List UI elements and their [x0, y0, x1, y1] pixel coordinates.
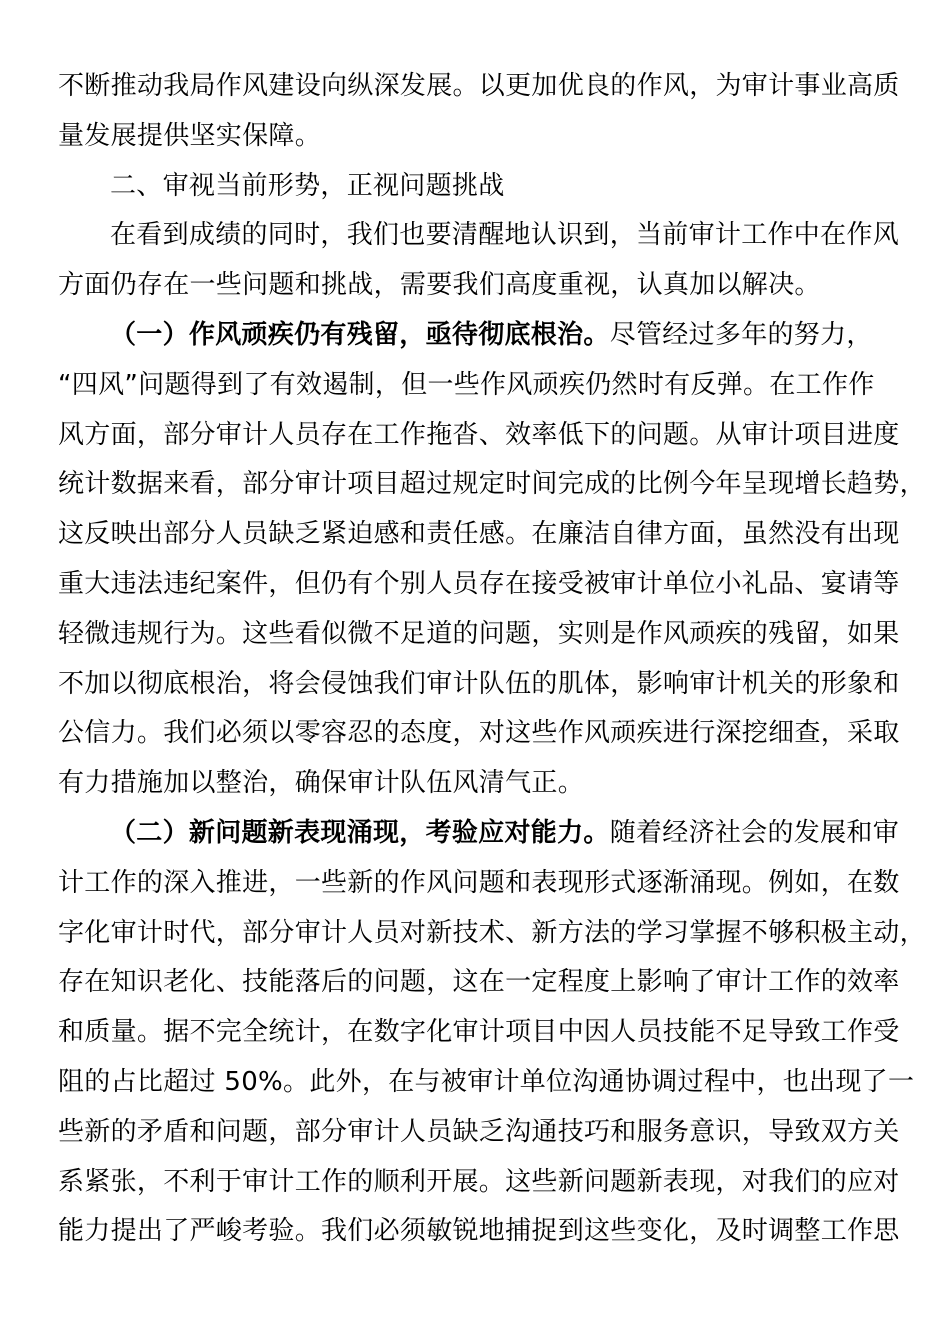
paragraph-line: 不断推动我局作风建设向纵深发展。以更加优良的作风，为审计事业高质: [58, 71, 900, 101]
item-2-first-line-text: 随着经济社会的发展和审: [609, 817, 900, 848]
paragraph-line: 重大违法违纪案件，但仍有个别人员存在接受被审计单位小礼品、宴请等: [58, 568, 900, 599]
paragraph-line: 些新的矛盾和问题，部分审计人员缺乏沟通技巧和服务意识，导致双方关: [58, 1116, 900, 1147]
paragraph-line: 计工作的深入推进，一些新的作风问题和表现形式逐渐涌现。例如，在数: [58, 867, 900, 898]
item-1-first-line: [58, 311, 892, 361]
paragraph-line: 不加以彻底根治，将会侵蚀我们审计队伍的肌体，影响审计机关的形象和: [58, 668, 900, 699]
item-2-heading: （二）新问题新表现涌现，考验应对能力。: [110, 817, 610, 848]
paragraph-line: 方面仍存在一些问题和挑战，需要我们高度重视，认真加以解决。: [58, 270, 821, 301]
paragraph-line: 阻的占比超过 50%。此外，在与被审计单位沟通协调过程中，也出现了一: [58, 1066, 915, 1097]
paragraph-line: 存在知识老化、技能落后的问题，这在一定程度上影响了审计工作的效率: [58, 967, 900, 998]
document-body: [58, 62, 926, 1257]
paragraph-line: 在看到成绩的同时，我们也要清醒地认识到，当前审计工作中在作风: [110, 220, 900, 251]
paragraph-line: 风方面，部分审计人员存在工作拖沓、效率低下的问题。从审计项目进度: [58, 419, 900, 450]
paragraph-line: 系紧张，不利于审计工作的顺利开展。这些新问题新表现，对我们的应对: [58, 1166, 900, 1197]
paragraph-line: 字化审计时代，部分审计人员对新技术、新方法的学习掌握不够积极主动，: [58, 917, 926, 948]
paragraph-line: 和质量。据不完全统计，在数字化审计项目中因人员技能不足导致工作受: [58, 1017, 900, 1048]
item-2-first-line: [58, 809, 900, 859]
section-heading: 二、审视当前形势，正视问题挑战: [110, 170, 505, 201]
item-1-first-line-text: 尽管经过多年的努力，: [609, 319, 873, 350]
paragraph-line: “四风”问题得到了有效遏制，但一些作风顽疾仍然时有反弹。在工作作: [58, 369, 875, 400]
paragraph-line: 统计数据来看，部分审计项目超过规定时间完成的比例今年呈现增长趋势，: [58, 469, 926, 500]
paragraph-line: 量发展提供坚实保障。: [58, 120, 322, 151]
paragraph-line: 轻微违规行为。这些看似微不足道的问题，实则是作风顽疾的残留，如果: [58, 618, 900, 649]
paragraph-line: 这反映出部分人员缺乏紧迫感和责任感。在廉洁自律方面，虽然没有出现: [58, 519, 900, 550]
paragraph-line: 能力提出了严峻考验。我们必须敏锐地捕捉到这些变化，及时调整工作思: [58, 1216, 900, 1247]
paragraph-line: 公信力。我们必须以零容忍的态度，对这些作风顽疾进行深挖细查，采取: [58, 718, 900, 749]
paragraph-line: 有力措施加以整治，确保审计队伍风清气正。: [58, 768, 585, 799]
item-1-heading: （一）作风顽疾仍有残留，亟待彻底根治。: [110, 319, 610, 350]
